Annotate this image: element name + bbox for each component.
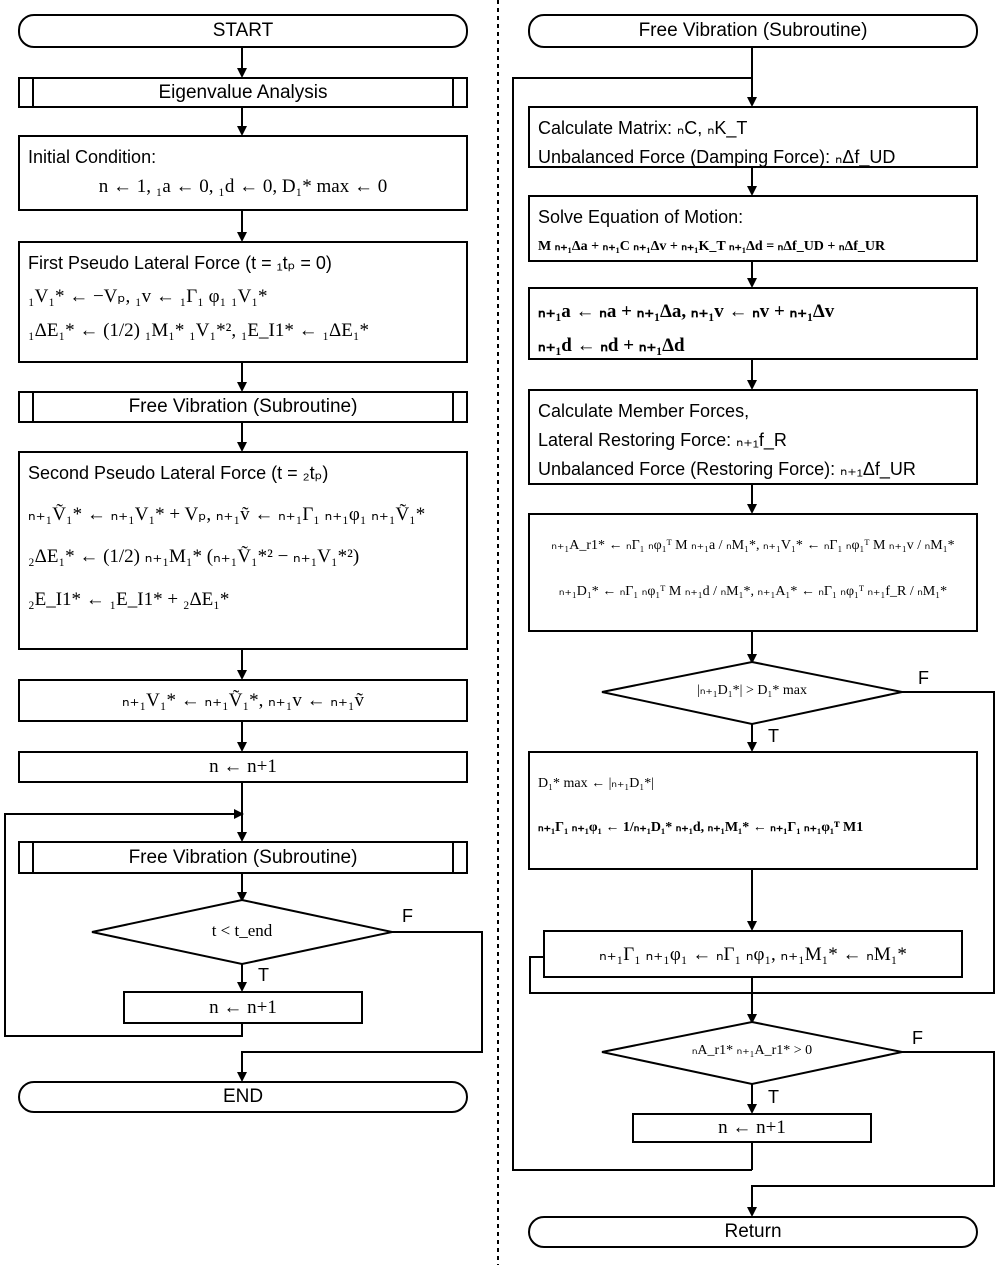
end-terminal (18, 1081, 468, 1113)
response-quantities-line-1: ₙ₊₁A_r1* ← ₙΓ₁ ₙφ₁ᵀ M ₙ₊₁a / ₙM₁*, ₙ₊₁V₁* ← ₙΓ₁ ₙφ₁ᵀ M ₙ₊₁v / ₙM₁* (551, 538, 955, 553)
increment-n-formula-1: n ← n+1 (209, 756, 277, 777)
second-pseudo-formula-2: ₂ΔE₁* ← (1/2) ₙ₊₁M₁* (ₙ₊₁Ṽ₁*² − ₙ₊₁V₁*²) (28, 546, 360, 568)
eigenvalue-label: Eigenvalue Analysis (158, 81, 328, 103)
increment-n-formula-3: n ← n+1 (718, 1117, 786, 1138)
member-forces-line-2: Lateral Restoring Force: ₙ₊₁f_R (538, 429, 787, 450)
keep-mode-box (543, 930, 963, 978)
free-vibration-subroutine-2 (18, 841, 468, 874)
state-update-line-1: ₙ₊₁a ← ₙa + ₙ₊₁Δa, ₙ₊₁v ← ₙv + ₙ₊₁Δv (538, 301, 835, 322)
calculate-matrix-box (528, 106, 978, 168)
t-end-true-label: T (258, 965, 269, 985)
return-label: Return (724, 1221, 782, 1242)
d-max-true-label: T (768, 726, 779, 746)
free-vibration-label-2: Free Vibration (Subroutine) (128, 846, 358, 868)
end-label: END (222, 1086, 264, 1107)
return-terminal (528, 1216, 978, 1248)
second-pseudo-formula-1: ₙ₊₁Ṽ₁* ← ₙ₊₁V₁* + Vₚ, ₙ₊₁ṽ ← ₙ₊₁Γ₁ ₙ₊₁φ₁ ₙ₊₁Ṽ₁* (28, 503, 426, 525)
mode-update-line-2: ₙ₊₁Γ₁ ₙ₊₁φ₁ ← 1/ₙ₊₁D₁* ₙ₊₁d, ₙ₊₁M₁* ← ₙ₊₁Γ₁ ₙ₊₁φ₁ᵀ M1 (538, 820, 864, 836)
start-terminal (18, 14, 468, 48)
eigenvalue-analysis-subroutine (18, 77, 468, 108)
member-forces-line-1: Calculate Member Forces, (538, 401, 750, 421)
state-update-box (528, 287, 978, 360)
velocity-update-formula: ₙ₊₁V₁* ← ₙ₊₁Ṽ₁*, ₙ₊₁v ← ₙ₊₁ṽ (121, 690, 365, 711)
free-vibration-title: Free Vibration (Subroutine) (638, 20, 868, 41)
free-vibration-subroutine-1 (18, 391, 468, 423)
member-forces-line-3: Unbalanced Force (Restoring Force): ₙ₊₁Δf_UR (538, 458, 916, 479)
second-pseudo-force-box (18, 451, 468, 650)
mode-update-line-1: D₁* max ← |ₙ₊₁D₁*| (538, 776, 655, 791)
second-pseudo-title: Second Pseudo Lateral Force (t = ₂tₚ) (28, 463, 329, 483)
increment-n-box-3 (632, 1113, 872, 1143)
d-max-condition-text: |ₙ₊₁D₁*| > D₁* max (697, 683, 807, 698)
first-pseudo-formula-2: ₁ΔE₁* ← (1/2) ₁M₁* ₁V₁*², ₁E_I1* ← ₁ΔE₁* (28, 320, 369, 342)
increment-n-formula-2: n ← n+1 (209, 996, 277, 1018)
calculate-matrix-line-2: Unbalanced Force (Damping Force): ₙΔf_UD (538, 146, 896, 167)
calculate-matrix-line-1: Calculate Matrix: ₙC, ₙK_T (538, 118, 748, 138)
start-label: START (212, 20, 274, 41)
ar-product-condition-text: ₙA_r1* ₙ₊₁A_r1* > 0 (691, 1043, 813, 1058)
initial-condition-formula: n ← 1, ₁a ← 0, ₁d ← 0, D₁* max ← 0 (98, 175, 388, 197)
free-vibration-start-terminal (528, 14, 978, 48)
free-vibration-label-1: Free Vibration (Subroutine) (128, 396, 358, 417)
mode-update-box (528, 751, 978, 870)
member-forces-box (528, 389, 978, 485)
initial-condition-box (18, 135, 468, 211)
ar-product-true-label: T (768, 1087, 779, 1107)
first-pseudo-force-box (18, 241, 468, 363)
ar-product-false-label: F (912, 1028, 923, 1048)
velocity-update-box (18, 679, 468, 722)
solve-equation-line-1: Solve Equation of Motion: (538, 207, 744, 227)
increment-n-box-1 (18, 751, 468, 783)
first-pseudo-formula-1: ₁V₁* ← −Vₚ, ₁v ← ₁Γ₁ φ₁ ₁V₁* (28, 285, 268, 307)
d-max-false-label: F (918, 668, 929, 688)
t-end-condition-text: t < t_end (211, 921, 273, 940)
response-quantities-line-2: ₙ₊₁D₁* ← ₙΓ₁ ₙφ₁ᵀ M ₙ₊₁d / ₙM₁*, ₙ₊₁A₁* ← ₙΓ₁ ₙφ₁ᵀ ₙ₊₁f_R / ₙM₁* (558, 584, 948, 600)
keep-mode-formula: ₙ₊₁Γ₁ ₙ₊₁φ₁ ← ₙΓ₁ ₙφ₁, ₙ₊₁M₁* ← ₙM₁* (599, 943, 907, 965)
state-update-line-2: ₙ₊₁d ← ₙd + ₙ₊₁Δd (538, 335, 685, 357)
solve-equation-box (528, 195, 978, 262)
solve-equation-line-2: M ₙ₊₁Δa + ₙ₊₁C ₙ₊₁Δv + ₙ₊₁K_T ₙ₊₁Δd = ₙΔf_UD + ₙΔf_UR (538, 238, 886, 254)
response-quantities-box (528, 513, 978, 632)
t-end-false-label: F (402, 906, 413, 926)
first-pseudo-title: First Pseudo Lateral Force (t = ₁tₚ = 0) (28, 253, 332, 273)
second-pseudo-formula-3: ₂E_I1* ← ₁E_I1* + ₂ΔE₁* (28, 588, 230, 610)
increment-n-box-2 (123, 991, 363, 1024)
initial-condition-title: Initial Condition: (28, 147, 157, 167)
